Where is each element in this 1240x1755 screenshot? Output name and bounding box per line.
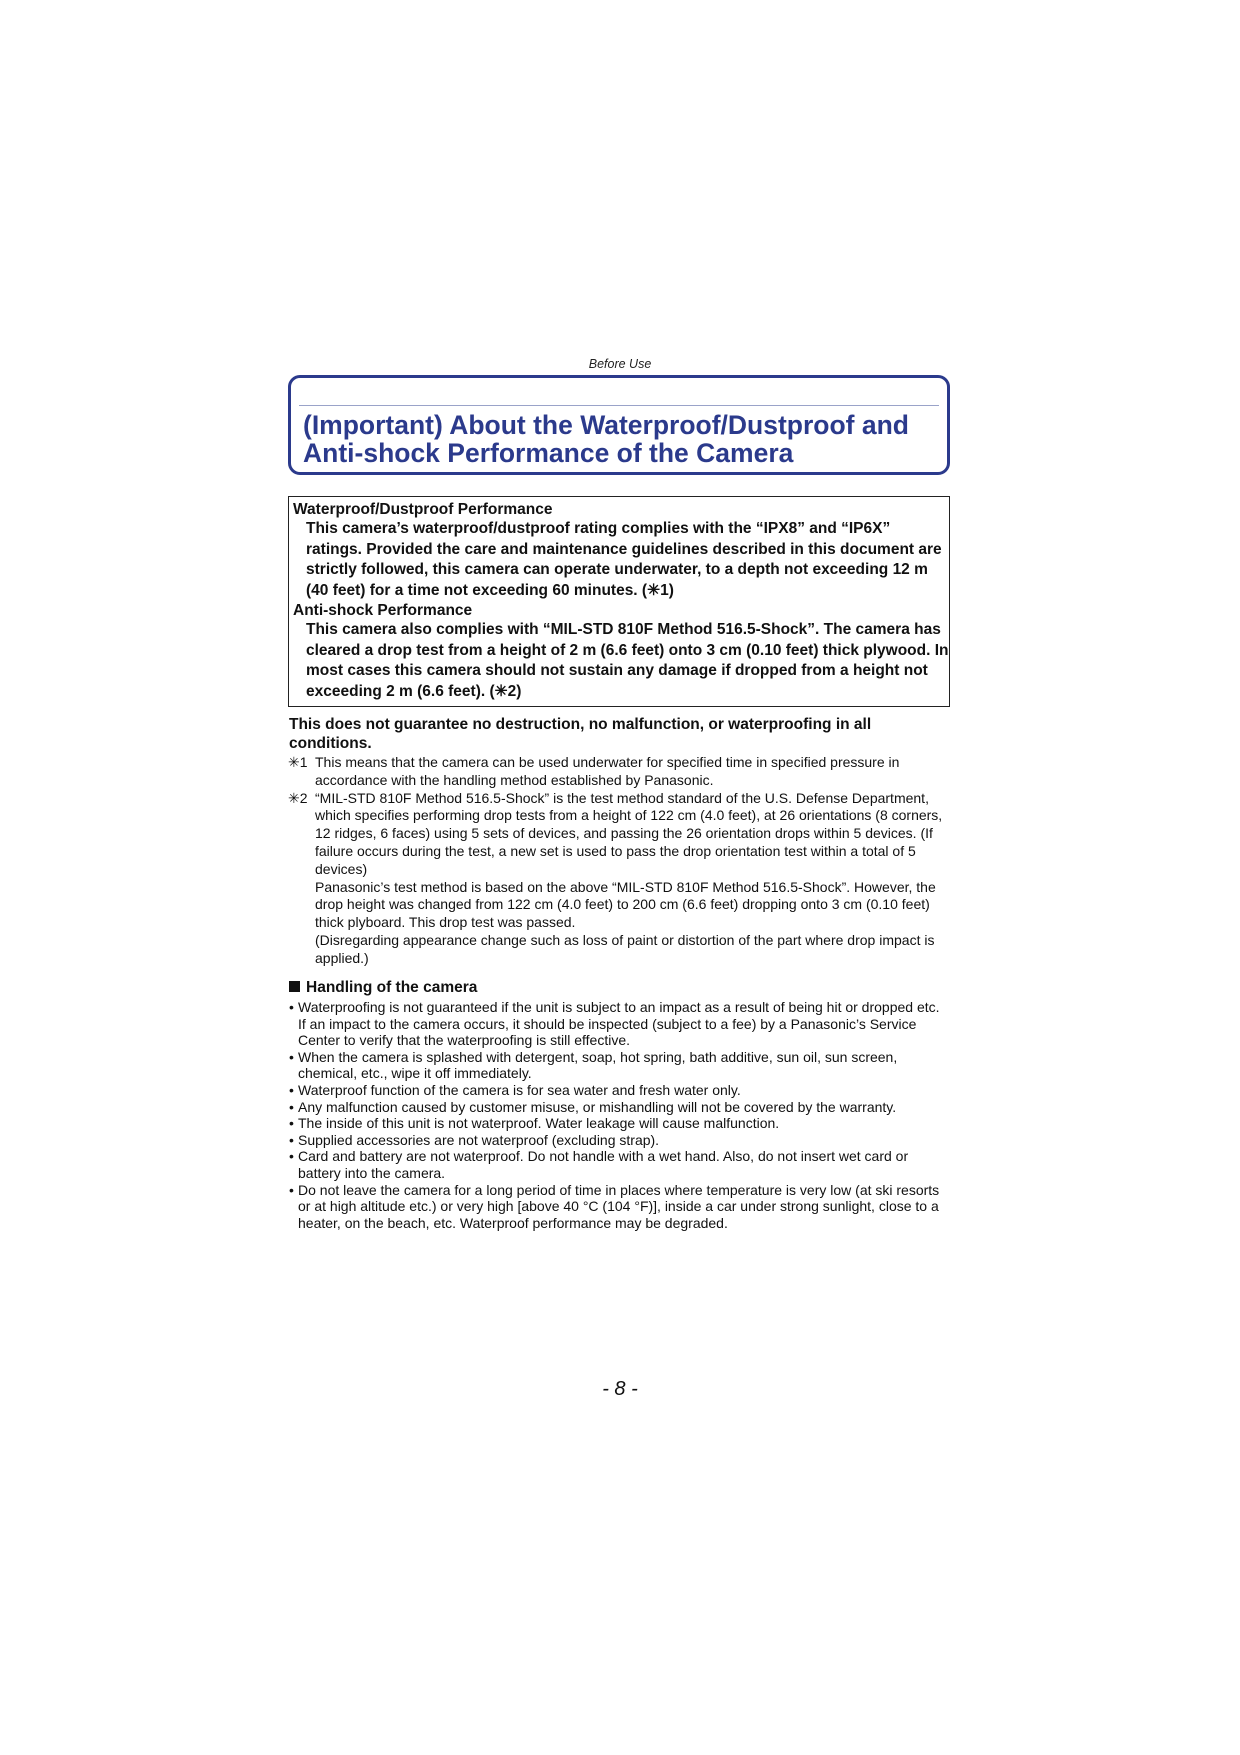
list-item-text: Waterproof function of the camera is for sea water and fresh water only.: [298, 1081, 741, 1098]
list-item: [289, 1082, 951, 1099]
footnote-text: “MIL-STD 810F Method 516.5-Shock” is the test method standard of the U.S. Defense Department, which specifies performing drop tests from a height of 122 cm (4.0 feet), at 26 orientations (8 corners, 12 ridges, 6 faces) using 5 sets of devices, and passing the 26 orientation drops within 5 devices. (If failure occurs during the test, a new set is used to pass the drop orientation test within a total of 5 devices): [315, 789, 943, 877]
handling-list: [289, 999, 951, 1231]
list-item-text: When the camera is splashed with detergent, soap, hot spring, bath additive, sun oil, sun screen, chemical, etc., wipe it off immediately.: [298, 1048, 898, 1082]
handling-heading-text: Handling of the camera: [306, 979, 478, 996]
page-title: [303, 411, 909, 467]
bullet-icon: •: [289, 1181, 294, 1198]
antishock-heading: Anti-shock Performance: [293, 602, 473, 619]
list-item-text: Do not leave the camera for a long period of time in places where temperature is very low (at ski resorts or at high altitude etc.) or very high [above 40 °C (104 °F)], inside a car under strong sunlight, close to a heater, on the beach, etc. Waterproof performance may be degraded.: [298, 1181, 940, 1231]
waterproof-heading: Waterproof/Dustproof Performance: [293, 501, 553, 518]
warning-text: This does not guarantee no destruction, no malfunction, or waterproofing in all conditions.: [289, 716, 872, 752]
bullet-icon: •: [289, 1098, 294, 1115]
list-item: [289, 1132, 951, 1149]
bullet-icon: •: [289, 999, 294, 1015]
list-item: [289, 999, 951, 1049]
title-rule: [299, 405, 939, 406]
footnote-text: This means that the camera can be used underwater for specified time in specified pressure in accordance with the handling method established by Panasonic.: [315, 754, 900, 788]
bullet-icon: •: [289, 1131, 294, 1148]
footnote-2: [288, 790, 952, 968]
waterproof-text: This camera’s waterproof/dustproof rating complies with the “IPX8” and “IP6X” ratings. Provided the care and maintenance guidelines described in this document are strictly followed, this camera can operate underwater, to a depth not exceeding 12 m (40 feet) for a time not exceeding 60 minutes. (✳1): [306, 520, 942, 599]
footnote-1: [288, 754, 952, 790]
list-item: [289, 1182, 951, 1232]
footnote-text: (Disregarding appearance change such as loss of paint or distortion of the part where drop impact is applied.): [315, 931, 935, 966]
bullet-icon: •: [289, 1048, 294, 1065]
page-number: - 8 -: [602, 1378, 638, 1400]
title-line-1: (Important) About the Waterproof/Dustproof and: [303, 410, 909, 440]
list-item: [289, 1115, 951, 1132]
bullet-icon: •: [289, 1115, 294, 1132]
list-item: [289, 1148, 951, 1181]
bullet-icon: •: [289, 1148, 294, 1165]
footnotes: [288, 754, 952, 968]
title-box: [288, 375, 950, 475]
list-item-text: Any malfunction caused by customer misuse, or mishandling will not be covered by the warranty.: [298, 1098, 897, 1115]
footnote-mark: ✳1: [288, 754, 308, 770]
footnote-text: Panasonic’s test method is based on the above “MIL-STD 810F Method 516.5-Shock”. However, the drop height was changed from 122 cm (4.0 feet) to 200 cm (6.6 feet) dropping onto 3 cm (0.10 feet) thick plyboard. This drop test was passed.: [315, 878, 936, 931]
bullet-icon: •: [289, 1081, 294, 1098]
title-line-2: Anti-shock Performance of the Camera: [303, 438, 794, 468]
list-item: [289, 1099, 951, 1116]
antishock-text: This camera also complies with “MIL-STD 810F Method 516.5-Shock”. The camera has cleared a drop test from a height of 2 m (6.6 feet) onto 3 cm (0.10 feet) thick plywood. In most cases this camera should not sustain any damage if dropped from a height not exceeding 2 m (6.6 feet). (✳2): [306, 621, 949, 700]
list-item: [289, 1049, 951, 1082]
performance-box: [288, 496, 950, 707]
list-item-text: Supplied accessories are not waterproof (excluding strap).: [298, 1131, 660, 1148]
list-item-text: Waterproofing is not guaranteed if the unit is subject to an impact as a result of being hit or dropped etc. If an impact to the camera occurs, it should be inspected (subject to a fee) by a Panasonic’s Service Center to verify that the waterproofing is still effective.: [298, 999, 940, 1049]
footnote-mark: ✳2: [288, 789, 308, 806]
handling-heading: [289, 978, 477, 997]
black-square-icon: [289, 981, 300, 992]
list-item-text: Card and battery are not waterproof. Do not handle with a wet hand. Also, do not insert wet card or battery into the camera.: [298, 1148, 909, 1181]
running-header: Before Use: [588, 357, 652, 371]
list-item-text: The inside of this unit is not waterproof. Water leakage will cause malfunction.: [298, 1115, 780, 1132]
